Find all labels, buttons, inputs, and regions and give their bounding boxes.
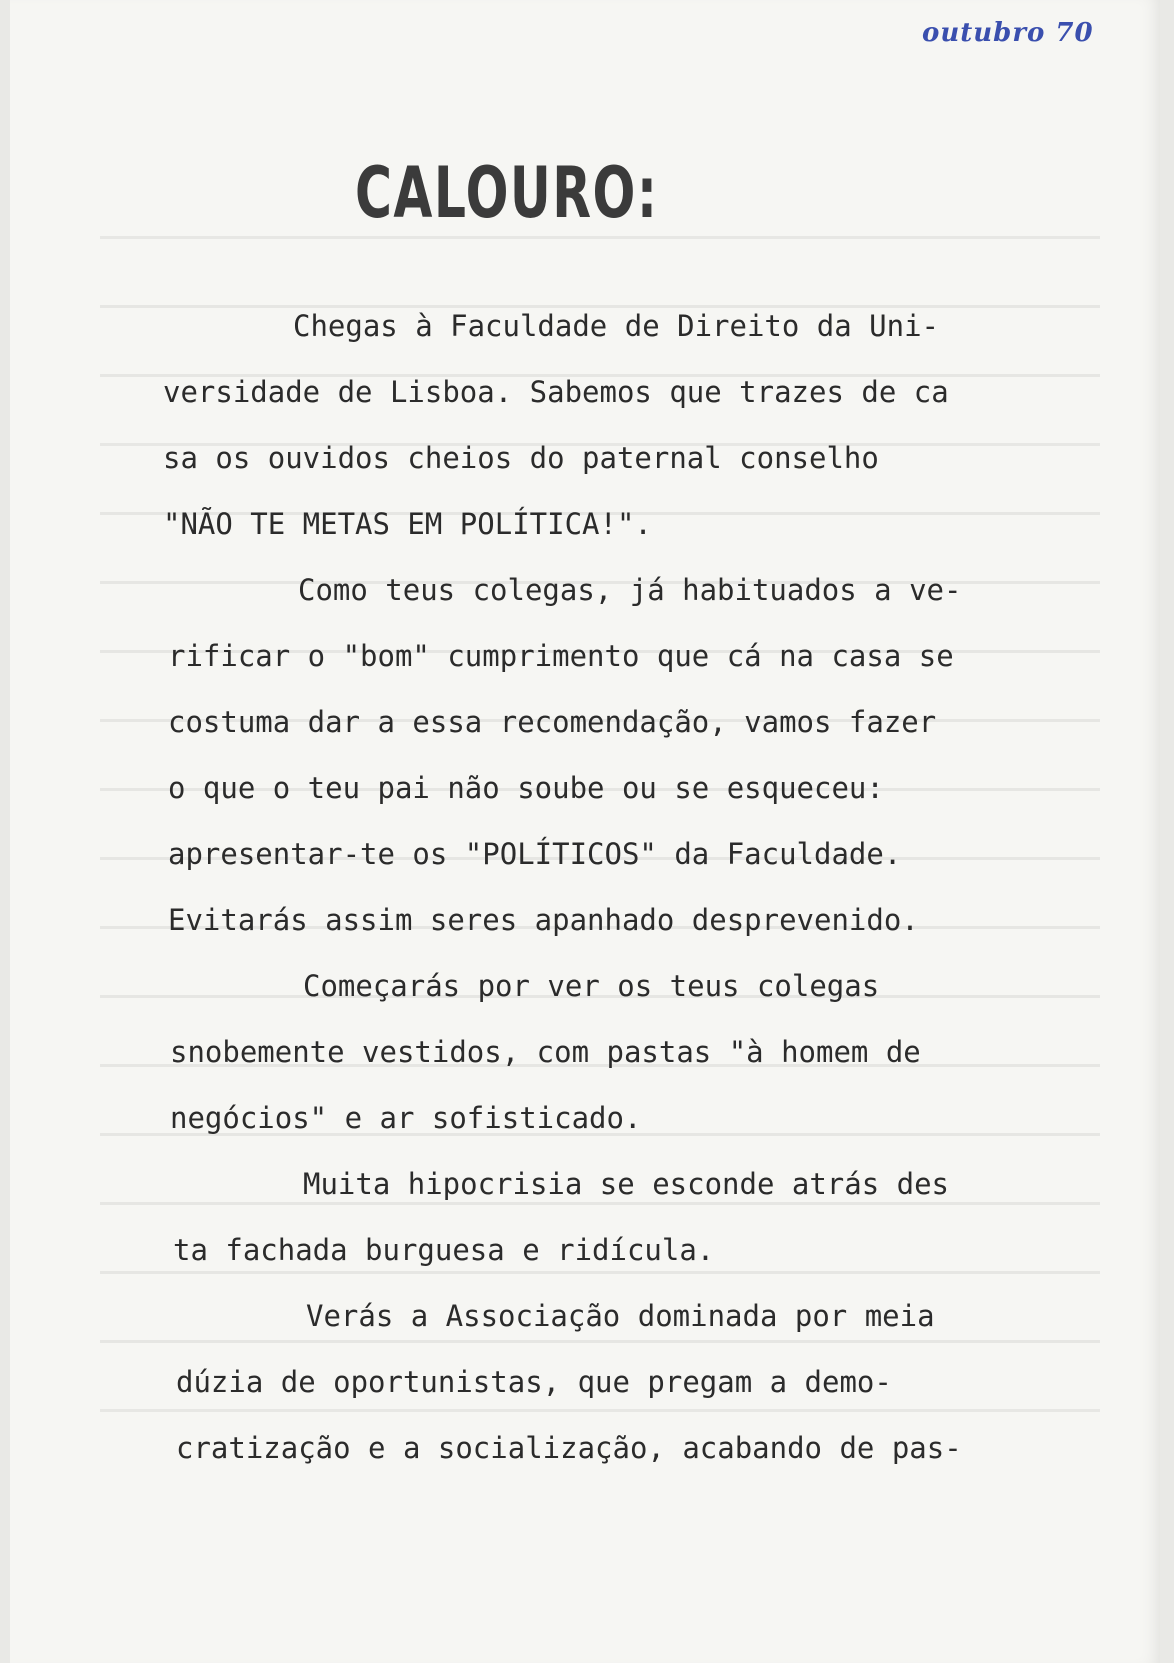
document-page: [10, 0, 1160, 1663]
text-line: o que o teu pai não soube ou se esqueceu:: [168, 771, 884, 805]
text-line: ta fachada burguesa e ridícula.: [173, 1233, 715, 1267]
text-line: costuma dar a essa recomendação, vamos fazer: [168, 705, 937, 739]
text-line: Começarás por ver os teus colegas: [303, 969, 880, 1003]
text-line: negócios" e ar sofisticado.: [170, 1101, 642, 1135]
text-line: apresentar-te os "POLÍTICOS" da Faculdade.: [168, 837, 902, 871]
text-line: Chegas à Faculdade de Direito da Uni-: [293, 309, 940, 343]
handwritten-date-note: outubro 70: [922, 18, 1094, 48]
page-title: CALOURO:: [355, 152, 659, 234]
text-line: sa os ouvidos cheios do paternal conselho: [163, 441, 879, 475]
text-line: versidade de Lisboa. Sabemos que trazes de ca: [163, 375, 949, 409]
text-line: Evitarás assim seres apanhado desprevenido.: [168, 903, 919, 937]
text-line: "NÃO TE METAS EM POLÍTICA!".: [163, 507, 652, 541]
text-line: Muita hipocrisia se esconde atrás des: [303, 1167, 950, 1201]
text-line: Como teus colegas, já habituados a ve-: [298, 573, 962, 607]
text-line: snobemente vestidos, com pastas "à homem de: [170, 1035, 921, 1069]
text-line: rificar o "bom" cumprimento que cá na casa se: [168, 639, 954, 673]
text-line: dúzia de oportunistas, que pregam a demo-: [176, 1365, 892, 1399]
text-line: cratização e a socialização, acabando de pas-: [176, 1431, 962, 1465]
text-line: Verás a Associação dominada por meia: [306, 1299, 935, 1333]
